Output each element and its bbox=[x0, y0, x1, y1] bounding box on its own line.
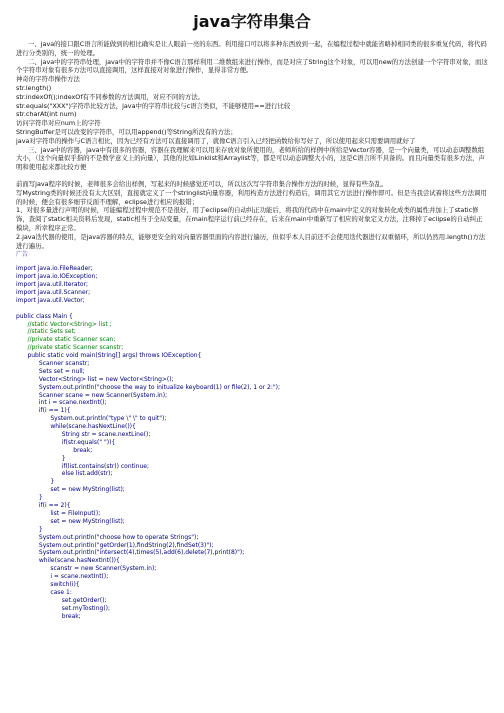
reflection-section bbox=[16, 180, 488, 250]
code-line: set.getOrder(); bbox=[16, 596, 107, 604]
method-stringbuffer: StringBuffer是可以改变的字符串，可以用append()等String所没有的方法； bbox=[16, 127, 237, 136]
code-line: //static Vector<String> list ; bbox=[16, 320, 112, 328]
document-title: java字符串集合 bbox=[193, 12, 311, 31]
code-line: } bbox=[16, 525, 43, 533]
code-line: System.out.println("choose how to operate Strings"); bbox=[16, 533, 199, 541]
reflection-point-1: 1、对很多量进行声明的时候，可能编程过程中规范不是很好，用了eclipse的自动纠正功能后，将我的代码中在main中定义的对象转化成类的属性并加上了static修饰，查阅了static相关资料后发现，static相当于全局变量，在main程序运行前已经存在，后来在main中重新写了相应的对象定义方法，注释掉了eclipse的自动纠正模块，所幸程序正常。 bbox=[16, 206, 483, 232]
reflection-mystring: 写Mystring类的时候还没有太大区别，直接就定义了一个stringlist向量容器，利用构造方法进行构造后，调用其它方法进行操作即可。但是当我尝试着将这些方法调用的时候，便会有很多细节反面不理解，eclipse进行相应的报错； bbox=[16, 188, 487, 206]
string-methods-section bbox=[16, 75, 488, 145]
section-gap bbox=[16, 172, 488, 180]
code-line: public static void main(String[] args) throws IOException{ bbox=[16, 352, 202, 360]
code-line: Scanner scane = new Scanner(System.in); bbox=[16, 391, 168, 399]
code-line: scanstr = new Scanner(System.in); bbox=[16, 565, 157, 573]
paragraph-interfaces: 一、java的接口跟C语言所能做到的相比确实是让人眼前一亮的东西。利用接口可以将多种东西放到一起，在编程过程中就能省略掉相同类的很多重复代码，将代码进行分类别的，统一的处理。 bbox=[16, 40, 487, 57]
code-line: while(scane.hasNextLine()){ bbox=[16, 423, 136, 431]
code-line: import java.util.Vector; bbox=[16, 296, 85, 304]
code-line: int i = scane.nextInt(); bbox=[16, 399, 107, 407]
method-indexof: str.indexOf();indexOf有不同参数的方法调用，对应不同的方法。 bbox=[16, 92, 204, 101]
code-line: } bbox=[16, 454, 66, 462]
reflection-point-2: 2.java迭代器的使用，是java容器的特点，能够更安全的对向量容器里面的内容进行遍历，但似乎本人目前还不会使用迭代器进行双重循环，所以仍然用.length()方法进行遍历。 bbox=[16, 232, 486, 250]
code-line: //private static Scanner scan; bbox=[16, 336, 116, 344]
code-line: System.out.println("type \" \" to quit"); bbox=[16, 415, 167, 423]
code-line: if(str.equals(" ")){ bbox=[16, 438, 116, 446]
code-block bbox=[16, 265, 488, 620]
code-line: Sets set = null; bbox=[16, 367, 85, 375]
paragraph-strings: 二、java中的字符串处理，java中的字符串并不像C语言那样利用二维数组来进行操作，而是对应了String这个对象，可以用new的方法创建一个字符串对象，而这个字符串对象有很多方法可以直接调用，这样直接对对象进行操作，显得非常方便。 bbox=[16, 57, 488, 75]
methods-heading: 神奇的字符串操作方法 bbox=[16, 75, 80, 84]
paragraph-containers: 三、java中的容器，java中有很多的容器，容器在我理解来可以用来存放对象所使用的，老师所给的样例中所给是Vector容器，是一个向量类，可以动态调整数组大小，（这个向量似乎指的不是数学意义上的向量），其他的比如Linklist和Arraylist等，都是可以动态调整大小的，这是C语言所不具备的。而且向量类有很多方法，声明和使用起来都比较方便 bbox=[16, 145, 485, 172]
code-line: else list.add(str); bbox=[16, 470, 113, 478]
method-charat-desc: 访问字符串对应num上的字符 bbox=[16, 119, 101, 128]
reflection-intro: 前面写java程序的时候，老师很多会给出样例，写起来的时候感觉还可以，所以这次写字符串集合操作方法的时候，显得有些杂乱。 bbox=[16, 179, 388, 188]
method-equals: str.equals("XXX")字符串比较方法，java中的字符串比较与c语言类似，不能够使用==进行比较 bbox=[16, 101, 291, 110]
code-line: public class Main { bbox=[16, 312, 73, 320]
method-charat: str.charAt(int num) bbox=[16, 110, 77, 119]
code-line: System.out.println("intersect(4),times(5),add(6),delete(7),print(8)"); bbox=[16, 549, 245, 557]
code-line: //static Sets set; bbox=[16, 328, 76, 336]
code-line: import java.util.Iterator; bbox=[16, 281, 89, 289]
intro-section bbox=[16, 40, 488, 75]
code-line: break; bbox=[16, 612, 81, 620]
method-length: str.length() bbox=[16, 83, 52, 92]
code-line: if(i == 1){ bbox=[16, 407, 71, 415]
methods-summary: java对字符串的操作与C语言相比，因为已经有方法可以直接调用了，就像C语言引入已经把函数给你写好了，所以使用起来只需要调用就好了 bbox=[16, 136, 416, 145]
code-line: System.out.println("choose the way to initualize keyboard(1) or file(2), 1 or 2:"); bbox=[16, 383, 280, 391]
code-line: while(scane.hasNextInt()){ bbox=[16, 557, 120, 565]
code-line: import java.io.IOException; bbox=[16, 273, 98, 281]
code-line: if(list.contains(str)) continue; bbox=[16, 462, 149, 470]
code-line bbox=[16, 305, 488, 313]
code-line: if(i == 2){ bbox=[16, 502, 71, 510]
ad-marker[interactable]: 广告 bbox=[16, 251, 29, 259]
code-line: System.out.println("getOrder(1),findString(2),findSet(3)"); bbox=[16, 541, 214, 549]
code-line: String str = scane.nextLine(); bbox=[16, 431, 151, 439]
code-line: } bbox=[16, 494, 43, 502]
code-line: set = new MyString(list); bbox=[16, 486, 125, 494]
code-line: break; bbox=[16, 446, 93, 454]
code-line: Scanner scanstr; bbox=[16, 360, 90, 368]
code-line: case 1: bbox=[16, 588, 72, 596]
code-line: import java.io.FileReader; bbox=[16, 265, 93, 273]
code-line: //private static Scanner scanstr; bbox=[16, 344, 124, 352]
code-line: set = new MyString(list); bbox=[16, 517, 125, 525]
code-line: set.myTosting(); bbox=[16, 604, 111, 612]
code-line: } bbox=[16, 478, 55, 486]
code-line: switch(i){ bbox=[16, 580, 80, 588]
code-line: list = FileInput(); bbox=[16, 509, 101, 517]
code-line: Vector<String> list = new Vector<String>(); bbox=[16, 375, 174, 383]
code-line: import java.util.Scanner; bbox=[16, 289, 91, 296]
code-line: i = scane.nextInt(); bbox=[16, 573, 109, 581]
